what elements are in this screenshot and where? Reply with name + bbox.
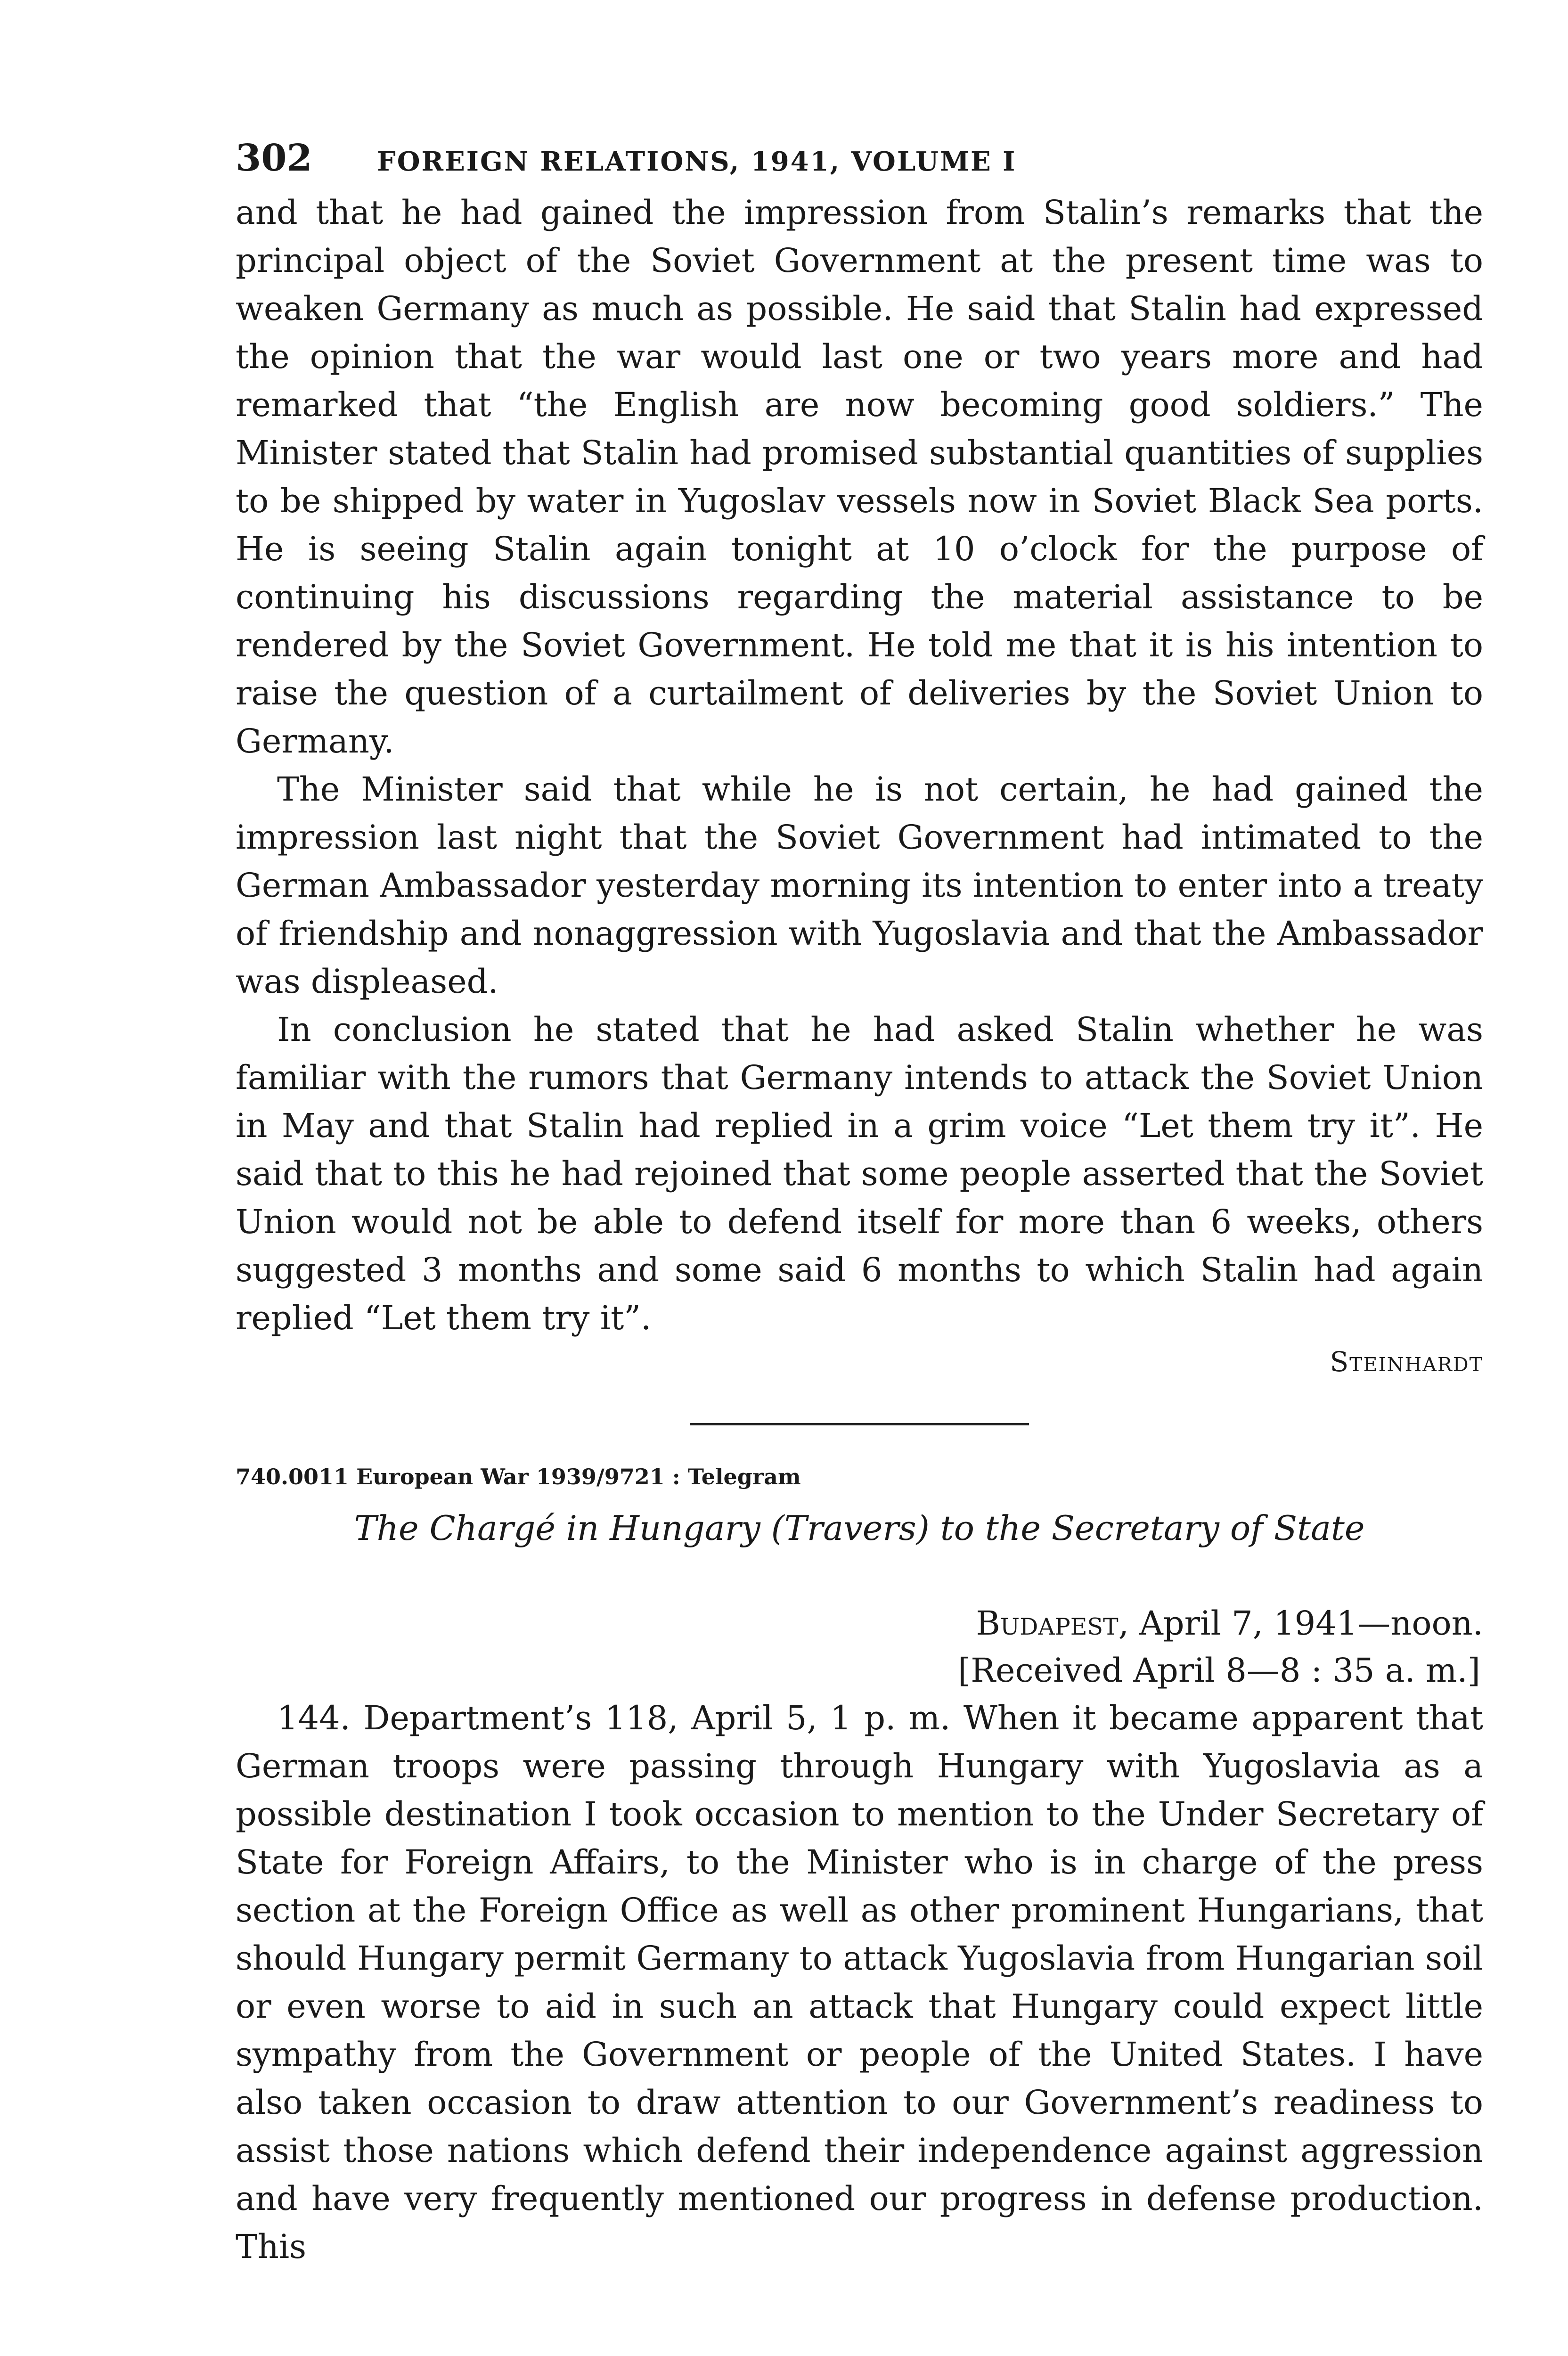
paragraph: and that he had gained the impression from Stalin’s remarks that the principal object of the Soviet Government at the present time was to weaken Germany as much as possible. He said that Stalin had expressed the opinion that the war would last one or two years more and had remarked that “the English are now becoming good soldiers.” The Minister stated that Stalin had promised substantial quantities of supplies to be shipped by water in Yugoslav vessels now in Soviet Black Sea ports. He is seeing Stalin again tonight at 10 o’clock for the purpose of continuing his discussions regarding the material assistance to be rendered by the Soviet Government. He told me that it is his intention to raise the question of a curtailment of deliveries by the Soviet Union to Germany. bbox=[236, 193, 1483, 761]
telegram-body bbox=[236, 1694, 1483, 2271]
received-note: [Received April 8—8 : 35 a. m.] bbox=[958, 1651, 1480, 1690]
document-page bbox=[236, 137, 1483, 2271]
running-head: FOREIGN RELATIONS, 1941, VOLUME I bbox=[377, 146, 1017, 177]
telegram-continuation bbox=[236, 188, 1483, 1342]
dateline-date: April 7, 1941—noon. bbox=[1129, 1604, 1483, 1643]
paragraph: 144. Department’s 118, April 5, 1 p. m. When it became apparent that German troops were passing through Hungary with Yugoslavia as a possible destination I took occasion to mention to the Under Secretary of State for Foreign Affairs, to the Minister who is in charge of the press section at the Foreign Office as well as other prominent Hungarians, that should Hungary permit Germany to attack Yugoslavia from Hungarian soil or even worse to aid in such an attack that Hungary could expect little sympathy from the Government or people of the United States. I have also taken occasion to draw attention to our Government’s readiness to assist those nations which defend their independence against aggression and have very frequently mentioned our progress in defense production. This bbox=[236, 1699, 1483, 2266]
page-number: 302 bbox=[236, 137, 312, 180]
paragraph: The Minister said that while he is not certain, he had gained the impression last night that the Soviet Government had intimated to the German Ambassador yesterday morning its intention to enter into a treaty of friendship and nonaggression with Yugoslavia and that the Ambassador was displeased. bbox=[236, 770, 1483, 1001]
section-divider bbox=[690, 1423, 1029, 1425]
document-title: The Chargé in Hungary (Travers) to the Secretary of State bbox=[354, 1508, 1365, 1548]
signature: Steinhardt bbox=[1330, 1346, 1483, 1378]
paragraph: In conclusion he stated that he had asked Stalin whether he was familiar with the rumors that Germany intends to attack the Soviet Union in May and that Stalin had replied in a grim voice “Let them try it”. He said that to this he had rejoined that some people asserted that the Soviet Union would not be able to defend itself for more than 6 weeks, others suggested 3 months and some said 6 months to which Stalin had again replied “Let them try it”. bbox=[236, 1010, 1483, 1337]
dateline-line bbox=[236, 1600, 1483, 1647]
file-reference: 740.0011 European War 1939/9721 : Telegram bbox=[236, 1464, 801, 1489]
dateline bbox=[236, 1600, 1483, 1694]
page-header bbox=[236, 137, 1483, 188]
dateline-city: Budapest, bbox=[976, 1604, 1129, 1643]
